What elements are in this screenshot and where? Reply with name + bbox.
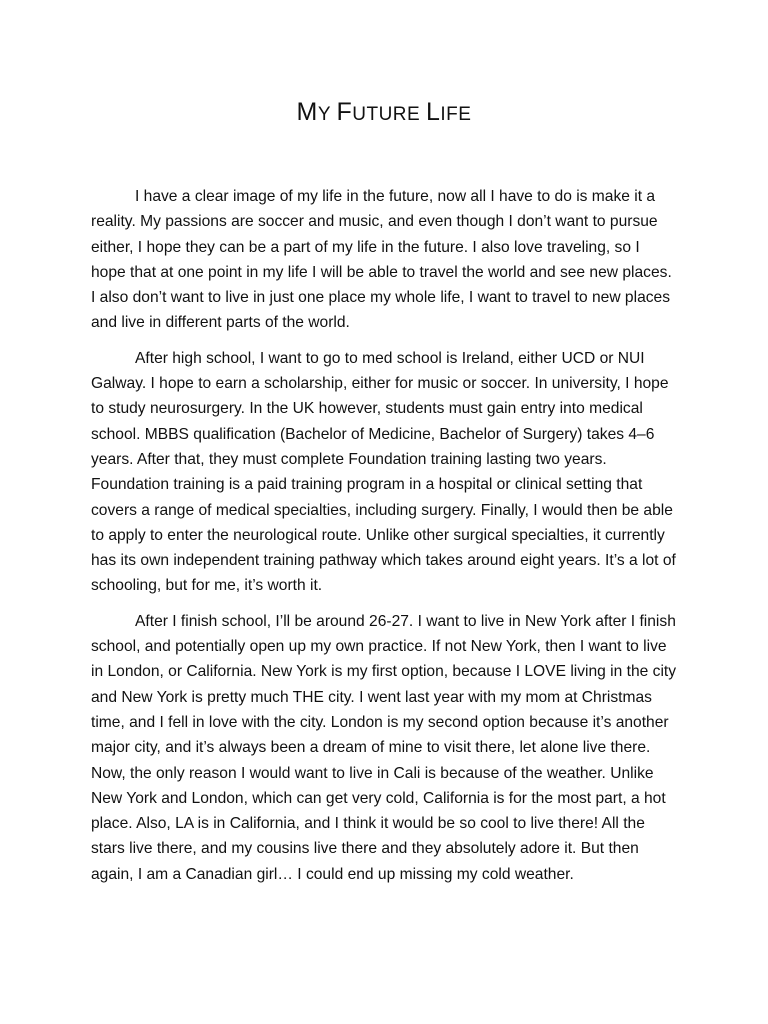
title-part: F — [336, 98, 353, 126]
paragraph-2: After high school, I want to go to med school is Ireland, either UCD or NUI Galway. I hope to earn a scholarship, either for music or soccer. In university, I hope to study neurosurgery. In the UK however, students must gain entry into medical school. MBBS qualification (Bachelor of Medicine, Bachelor of Surgery) takes 4–6 years. After that, they must complete Foundation training lasting two years. Foundation training is a paid training program in a hospital or clinical setting that covers a range of medical specialties, including surgery. Finally, I would then be able to apply to enter the neurological route. Unlike other surgical specialties, it currently has its own independent training pathway which takes around eight years. It’s a lot of schooling, but for me, it’s worth it. — [91, 349, 676, 595]
title-part: IFE — [440, 104, 472, 125]
title-part: L — [425, 98, 441, 126]
paragraph-3: After I finish school, I’ll be around 26-27. I want to live in New York after I finish school, and potentially open up my own practice. If not New York, then I want to live in London, or California. New York is my first option, because I LOVE living in the city and New York is pretty much THE city. I went last year with my mom at Christmas time, and I fell in love with the city. London is my second option because it’s another major city, and it’s always been a dream of mine to visit there, let alone live there. Now, the only reason I would want to live in Cali is because of the weather. Unlike New York and London, which can get very cold, California is for the most part, a hot place. Also, LA is in California, and I think it would be so cool to live there! All the stars live there, and my cousins live there and they absolutely adore it. But then again, I am a Canadian girl… I could end up missing my cold weather. — [91, 612, 677, 883]
paragraph-1: I have a clear image of my life in the future, now all I have to do is make it a reality. My passions are soccer and music, and even though I don’t want to pursue either, I hope they can be a part of my life in the future. I also love traveling, so I hope that at one point in my life I will be able to travel the world and see new places. I also don’t want to live in just one place my whole life, I want to travel to new places and live in different parts of the world. — [91, 188, 672, 332]
title-part: UTURE — [352, 104, 426, 125]
document-body — [91, 184, 677, 897]
title-part: Y — [317, 104, 337, 125]
document-title — [0, 98, 768, 127]
title-part: M — [296, 98, 318, 126]
